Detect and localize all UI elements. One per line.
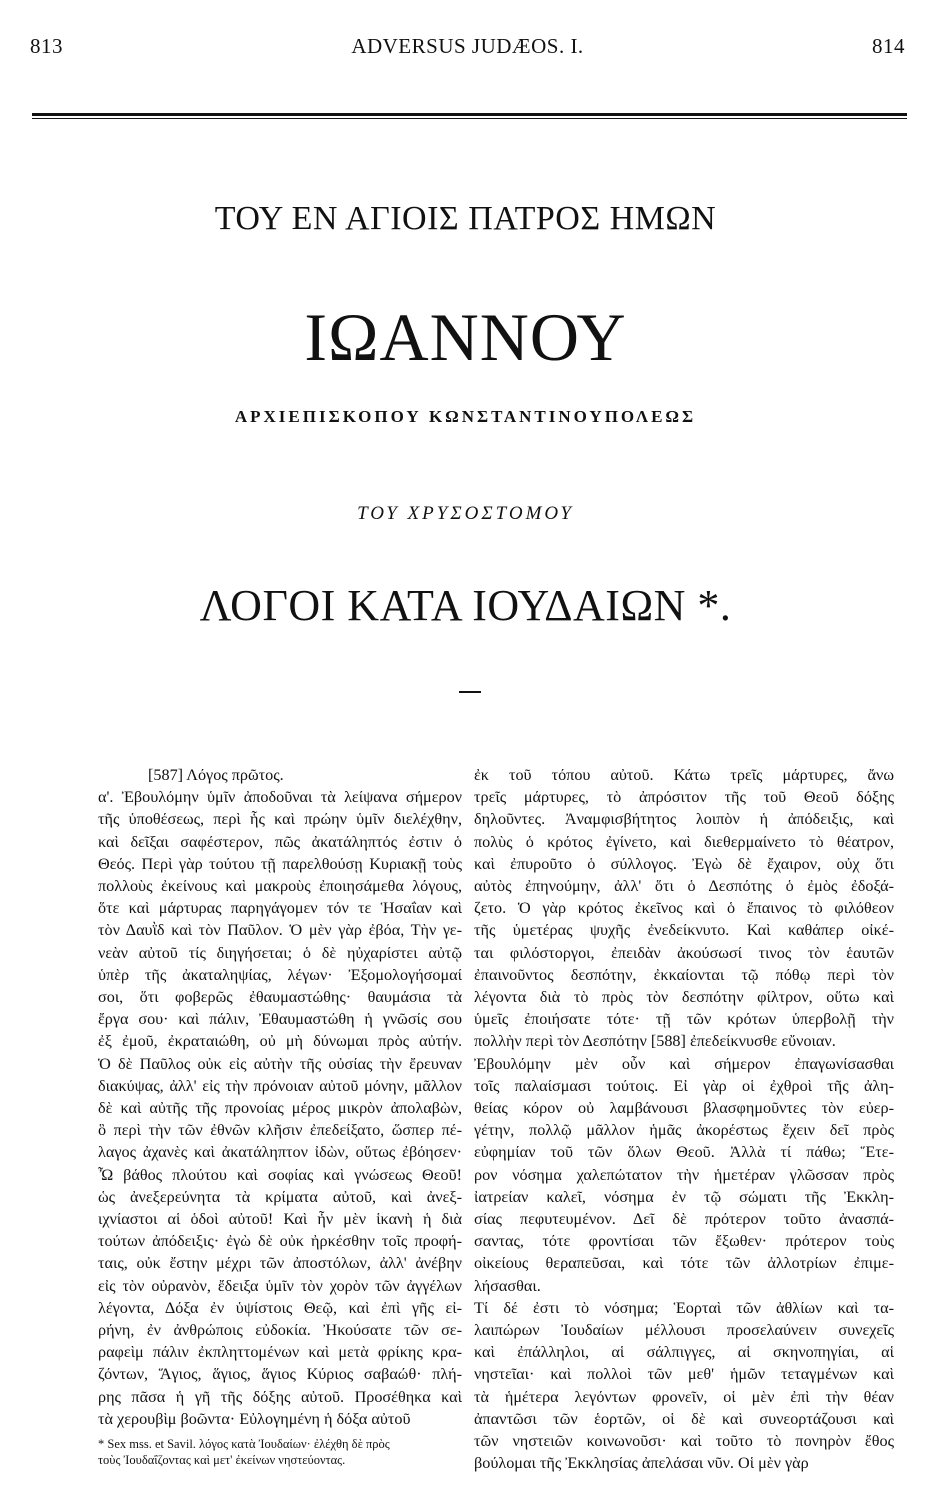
- running-head: [30, 34, 905, 58]
- text-line: ὅτε καὶ μάρτυρας παρηγάγομεν τόν τε Ἡσαΐαν καὶ: [98, 899, 462, 918]
- right-page-number: 814: [872, 33, 905, 58]
- running-title: ADVERSUS JUDÆOS. I.: [351, 33, 584, 58]
- text-line: ραφεὶμ πάλιν ἐκπληττομένων καὶ μετὰ φρίκης κρα-: [98, 1343, 462, 1362]
- text-line: σαντας, τότε φροντίσαι τῶν ἔξωθεν· πρότερον τοὺς: [474, 1232, 894, 1251]
- text-line: ἐξ ἐμοῦ, ἐκραταιώθη, οὐ μὴ δύνωμαι πρὸς αὐτήν.: [98, 1032, 462, 1051]
- text-line: λέγοντα, Δόξα ἐν ὑψίστοις Θεῷ, καὶ ἐπὶ γῆς εἰ-: [98, 1298, 462, 1317]
- text-line: λήσασθαι.: [474, 1276, 541, 1295]
- text-line: πολὺς ὁ κρότος ἐγίνετο, καὶ διεθερμαίνετο τὸ θέατρον,: [474, 832, 894, 851]
- text-line: γέτην, πολλῷ μᾶλλον ἡμᾶς ἀκορέστως ἔχειν δεῖ πρὸς: [474, 1121, 894, 1140]
- text-line: πολλὴν περὶ τὸν Δεσπότην [588] ἐπεδείκνυσθε εὔνοιαν.: [474, 1032, 836, 1051]
- text-line: Τί δέ ἐστι τὸ νόσημα; Ἑορταὶ τῶν ἀθλίων καὶ τα-: [474, 1298, 894, 1317]
- text-line: τῶν νηστειῶν κοινωνοῦσι· καὶ τοῦτο τὸ πονηρὸν ἔθος: [474, 1432, 894, 1451]
- text-line: εἰς τὸν οὐρανὸν, ἔδειξα ὑμῖν τὸν χορὸν τῶν ἀγγέλων: [98, 1276, 462, 1295]
- text-line: καὶ δεῖξαι σαφέστερον, πῶς ἀκατάληπτός ἐστιν ὁ: [98, 832, 462, 851]
- text-line: σίας πεφυτευμένον. Δεῖ δὲ πρότερον τοῦτο ἀνασπά-: [474, 1210, 894, 1229]
- text-line: ζόντων, Ἅγιος, ἅγιος, ἅγιος Κύριος σαβαώθ· πλή-: [98, 1365, 462, 1384]
- text-line: λέγοντα διὰ τὸ πρὸς τὸν δεσπότην φίλτρον, οὕτω καὶ: [474, 988, 894, 1007]
- footnote: [98, 1436, 462, 1468]
- title-author-name: ΙΩΑΝΝΟΥ: [304, 299, 627, 375]
- text-line: δηλοῦντες. Ἀναμφισβήτητος λοιπὸν ἡ ἀπόδειξις, καὶ: [474, 810, 894, 829]
- text-line: ζετο. Ὁ γὰρ κρότος ἐκεῖνος καὶ ὁ ἔπαινος τὸ φιλόθεον: [474, 899, 894, 918]
- right-column: [474, 764, 894, 1475]
- text-line: Θεός. Περὶ γὰρ τούτου τῇ παρελθούσῃ Κυριακῇ τοὺς: [98, 854, 462, 873]
- text-line: οἰκείους θεραπεῦσαι, καὶ τότε τῶν ἀλλοτρίων ἐπιμε-: [474, 1254, 894, 1273]
- text-line: δὲ καὶ αὐτῆς τῆς προνοίας μέρος μικρὸν ἀπολαβὼν,: [98, 1099, 462, 1118]
- text-line: ὃ περὶ τὴν τῶν ἐθνῶν κλῆσιν ἐπεδείξατο, ὥσπερ πέ-: [98, 1121, 462, 1140]
- text-line: λαγος ἀχανὲς καὶ ἀκατάληπτον ἰδὼν, οὕτως ἐβόησεν·: [98, 1143, 462, 1162]
- text-line: τοὺς Ἰουδαΐζοντας καὶ μετ' ἐκείνων νηστεύοντας.: [98, 1453, 346, 1467]
- text-line: Ὦ βάθος πλούτου καὶ σοφίας καὶ γνώσεως Θεοῦ!: [98, 1165, 462, 1184]
- text-line: τὰ ἡμέτερα λεγόντων φρονεῖν, οἱ μὲν ἐπὶ τὴν θέαν: [474, 1387, 894, 1406]
- text-line: ἰατρείαν καλεῖ, νόσημα ἐν τῷ σώματι τῆς Ἐκκλη-: [474, 1187, 894, 1206]
- work-title: ΛΟΓΟΙ ΚΑΤΑ ΙΟΥΔΑΙΩΝ *.: [199, 581, 732, 630]
- text-line: [587] Λόγος πρῶτος.: [148, 766, 284, 784]
- title-author-office: ΑΡΧΙΕΠΙΣΚΟΠΟΥ ΚΩΝΣΤΑΝΤΙΝΟΥΠΟΛΕΩΣ: [234, 407, 697, 426]
- text-line: ρης πᾶσα ἡ γῆ τῆς δόξης αὐτοῦ. Προσέθηκα καὶ: [98, 1387, 462, 1406]
- header-rule: [32, 113, 907, 119]
- text-line: ὡς ἀνεξερεύνητα τὰ κρίματα αὐτοῦ, καὶ ἀνεξ-: [98, 1187, 462, 1206]
- text-line: ὑμεῖς ἐποιήσατε τότε· τῇ τῶν κρότων ὑπερβολῇ τὴν: [474, 1010, 894, 1029]
- text-line: ὑπὲρ τῆς ἀκαταληψίας, λέγων· Ἐξομολογήσομαί: [98, 965, 462, 984]
- text-line: ἐκ τοῦ τόπου αὐτοῦ. Κάτω τρεῖς μάρτυρες, ἄνω: [474, 766, 894, 784]
- text-line: καὶ ἐπάλληλοι, αἱ σάλπιγγες, αἱ σκηνοπηγίαι, αἱ: [474, 1343, 894, 1362]
- text-line: ἀπαντῶσι τῶν ἑορτῶν, οἱ δὲ καὶ συνεορτάζουσι καὶ: [474, 1409, 894, 1428]
- text-line: τὰ χερουβὶμ βοῶντα· Εὐλογημένη ἡ δόξα αὐτοῦ: [98, 1409, 411, 1428]
- text-line: ρήνη, ἐν ἀνθρώποις εὐδοκία. Ἠκούσατε τῶν σε-: [98, 1321, 462, 1340]
- text-line: διακύψας, ἀλλ' εἰς τὴν πρόνοιαν αὐτοῦ μόνην, μᾶλλον: [98, 1076, 462, 1095]
- text-line: νηστεῖαι· καὶ πολλοὶ τῶν μεθ' ἡμῶν τεταγμένων καὶ: [474, 1365, 894, 1384]
- text-line: ρον νόσημα χαλεπώτατον τὴν ἡμετέραν γλῶσσαν πρὸς: [474, 1165, 894, 1184]
- text-line: τῆς ὑποθέσεως, περὶ ἧς καὶ πρώην ὑμῖν διελέχθην,: [98, 810, 462, 829]
- text-line: τούτων ἀπόδειξις· ἐγὼ δὲ οὐκ ἠρκέσθην τοῖς προφή-: [98, 1232, 462, 1251]
- text-line: * Sex mss. et Savil. λόγος κατὰ Ἰουδαίων· ἐλέχθη δὲ πρὸς: [98, 1437, 390, 1451]
- text-line: τὸν Δαυῒδ καὶ τὸν Παῦλον. Ὁ μὲν γὰρ ἐβόα, Τὴν γε-: [98, 921, 462, 940]
- text-line: Ἐβουλόμην μὲν οὖν καὶ σήμερον ἐπαγωνίσασθαι: [474, 1054, 894, 1073]
- title-divider: [459, 691, 481, 693]
- text-line: λαιπώρων Ἰουδαίων μέλλουσι προσελαύνειν συνεχεῖς: [474, 1321, 894, 1340]
- text-line: αὐτὸς ἐπηνούμην, ἀλλ' ὅτι ὁ Δεσπότης ὁ ἐμὸς ἐδοξά-: [474, 877, 894, 896]
- title-line-1: ΤΟΥ ΕΝ ΑΓΙΟΙΣ ΠΑΤΡΟΣ ΗΜΩΝ: [214, 200, 717, 237]
- text-line: τοῖς παλαίσμασι τούτοις. Εἰ γὰρ οἱ ἐχθροὶ τῆς ἀλη-: [474, 1076, 894, 1095]
- left-column: [98, 764, 462, 1430]
- text-line: ἐπαινοῦντος δεσπότην, ἐκκαίονται τῷ πόθῳ περὶ τὸν: [474, 965, 894, 984]
- text-line: α'. Ἐβουλόμην ὑμῖν ἀποδοῦναι τὰ λείψανα σήμερον: [98, 788, 462, 807]
- text-line: βούλομαι τῆς Ἐκκλησίας ἀπελάσαι νῦν. Οἱ μὲν γὰρ: [474, 1454, 809, 1473]
- text-line: καὶ ἐπυροῦτο ὁ σύλλογος. Ἐγὼ δὲ ἔχαιρον, οὐχ ὅτι: [474, 854, 894, 873]
- text-line: ιχνίαστοι αἱ ὁδοὶ αὐτοῦ! Καὶ ἦν μὲν ἱκανὴ ἡ διὰ: [98, 1210, 462, 1229]
- text-line: ἔργα σου· καὶ πάλιν, Ἐθαυμαστώθη ἡ γνῶσίς σου: [98, 1010, 462, 1029]
- text-line: σοι, ὅτι φοβερῶς ἐθαυμαστώθης· θαυμάσια τὰ: [98, 988, 462, 1007]
- text-line: ταις, οὐκ ἔστην μέχρι τῶν ἀποστόλων, ἀλλ' ἀνέβην: [98, 1254, 462, 1273]
- left-page-number: 813: [30, 33, 63, 58]
- title-author-epithet: ΤΟΥ ΧΡΥΣΟΣΤΟΜΟΥ: [357, 503, 574, 524]
- text-line: πολλοὺς ἐκείνους καὶ μακροὺς ἐποιησάμεθα λόγους,: [98, 877, 462, 896]
- text-line: τῆς ὑμετέρας ψυχῆς ἐνεδείκνυτο. Καὶ καθάπερ οἰκέ-: [474, 921, 894, 940]
- text-line: Ὁ δὲ Παῦλος οὐκ εἰς αὐτὴν τῆς οὐσίας τὴν ἔρευναν: [98, 1054, 462, 1073]
- text-line: εὐφημίαν τοῦ τῶν ὅλων Θεοῦ. Ἀλλὰ τί πάθω; Ἕτε-: [474, 1143, 894, 1162]
- text-line: θείας κόρον οὐ λαμβάνουσι βλασφημοῦντες τὸν εὐερ-: [474, 1099, 894, 1118]
- text-line: ται φιλόστοργοι, ἐπειδὰν ἀκούσωσί τινος τὸν ἑαυτῶν: [474, 943, 894, 962]
- text-line: νεὰν αὐτοῦ τίς διηγήσεται; ὁ δὲ ηὐχαρίστει αὐτῷ: [98, 943, 462, 962]
- text-line: τρεῖς μάρτυρες, τὸ ἀπρόσιτον τῆς τοῦ Θεοῦ δόξης: [474, 788, 894, 807]
